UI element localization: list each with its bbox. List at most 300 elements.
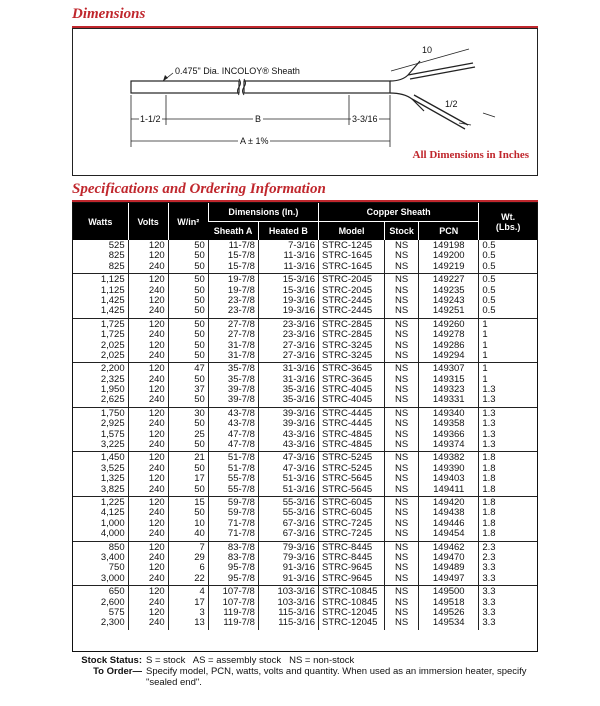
- cell-value: 120: [148, 586, 165, 598]
- cell-value: 149374: [432, 439, 465, 451]
- cell-value: 0.5: [482, 294, 496, 306]
- col-heated-b: Heated B: [258, 222, 318, 241]
- cell-value: 23-7/8: [227, 305, 255, 317]
- cell-value: 149403: [432, 473, 465, 485]
- cell-value: 39-7/8: [227, 384, 255, 396]
- cell-value: STRC-5245: [322, 462, 373, 474]
- cell-value: 240: [148, 507, 165, 519]
- dim-1-2: 1/2: [445, 99, 458, 109]
- cell-value: NS: [395, 284, 409, 296]
- cell-value: 10: [194, 517, 205, 529]
- cell-value: 67-3/16: [282, 528, 315, 540]
- cell-w: [168, 318, 208, 363]
- col-weight: [479, 203, 537, 240]
- cell-b: [258, 240, 318, 274]
- cell-value: 149500: [432, 586, 465, 598]
- cell-value: NS: [395, 318, 409, 330]
- cell-pcn: [419, 407, 479, 452]
- cell-value: NS: [395, 260, 409, 272]
- cell-value: 43-3/16: [282, 428, 315, 440]
- cell-value: 149454: [432, 528, 465, 540]
- cell-value: 120: [148, 250, 165, 262]
- specs-table-frame: [72, 202, 538, 698]
- cell-value: 2,300: [100, 617, 125, 629]
- cell-value: 149198: [432, 240, 465, 251]
- cell-value: 149286: [432, 339, 465, 351]
- cell-value: STRC-5645: [322, 483, 373, 495]
- cell-value: 1,575: [100, 428, 125, 440]
- cell-value: STRC-4045: [322, 384, 373, 396]
- cell-b: [258, 274, 318, 319]
- table-row-group: [73, 274, 537, 319]
- cell-watts: [73, 407, 128, 452]
- cell-value: NS: [395, 373, 409, 385]
- cell-value: STRC-6045: [322, 496, 373, 508]
- cell-value: NS: [395, 551, 409, 563]
- cell-w: [168, 452, 208, 497]
- table-row-group: [73, 452, 537, 497]
- cell-value: 31-3/16: [282, 363, 315, 375]
- cell-value: 103-3/16: [277, 586, 315, 598]
- cell-value: STRC-12045: [322, 606, 378, 618]
- cell-value: 149315: [432, 373, 465, 385]
- cell-value: 3.3: [482, 596, 496, 608]
- cell-value: 50: [194, 250, 205, 262]
- cell-value: 149534: [432, 617, 465, 629]
- cell-volts: [128, 407, 168, 452]
- cell-value: 1.8: [482, 483, 496, 495]
- cell-model: [319, 541, 385, 586]
- cell-value: STRC-2445: [322, 294, 373, 306]
- cell-model: [319, 274, 385, 319]
- cell-value: 23-3/16: [282, 318, 315, 330]
- cell-value: 149526: [432, 606, 465, 618]
- cell-value: 59-7/8: [227, 496, 255, 508]
- cell-value: 1,425: [100, 305, 125, 317]
- cell-volts: [128, 318, 168, 363]
- cell-value: 95-7/8: [227, 572, 255, 584]
- cell-value: 15-3/16: [282, 284, 315, 296]
- cell-value: 50: [194, 260, 205, 272]
- cell-value: 149470: [432, 551, 465, 563]
- cell-value: 55-7/8: [227, 483, 255, 495]
- cell-value: 35-3/16: [282, 394, 315, 406]
- cell-value: 149446: [432, 517, 465, 529]
- cell-value: 39-3/16: [282, 407, 315, 419]
- cell-value: NS: [395, 617, 409, 629]
- cell-value: NS: [395, 483, 409, 495]
- cell-value: 149462: [432, 541, 465, 553]
- cell-a: [208, 318, 258, 363]
- cell-value: 1.8: [482, 496, 496, 508]
- cell-value: NS: [395, 473, 409, 485]
- cell-value: 50: [194, 339, 205, 351]
- col-w-in2: W/in²: [168, 203, 208, 240]
- cell-value: NS: [395, 586, 409, 598]
- cell-value: 120: [148, 407, 165, 419]
- cell-value: 19-7/8: [227, 274, 255, 286]
- cell-value: 1,725: [100, 329, 125, 341]
- cell-value: 1.8: [482, 517, 496, 529]
- cell-value: 1,750: [100, 407, 125, 419]
- cell-value: 120: [148, 428, 165, 440]
- cell-value: 120: [148, 339, 165, 351]
- cell-value: 17: [194, 596, 205, 608]
- cell-value: 95-7/8: [227, 562, 255, 574]
- cell-value: 55-3/16: [282, 496, 315, 508]
- cell-value: 1: [482, 349, 488, 361]
- cell-wt: [479, 363, 537, 408]
- cell-value: 47-7/8: [227, 439, 255, 451]
- dim-1-1-2: 1-1/2: [140, 114, 161, 124]
- cell-value: NS: [395, 528, 409, 540]
- cell-value: 50: [194, 329, 205, 341]
- cell-value: 1,125: [100, 284, 125, 296]
- cell-volts: [128, 274, 168, 319]
- dim-b: B: [255, 114, 262, 124]
- specs-table-body: [73, 240, 537, 630]
- table-row-group: [73, 541, 537, 586]
- cell-value: NS: [395, 562, 409, 574]
- cell-wt: [479, 541, 537, 586]
- cell-value: 850: [108, 541, 125, 553]
- cell-model: [319, 452, 385, 497]
- cell-stock: [385, 274, 419, 319]
- cell-value: 31-3/16: [282, 373, 315, 385]
- cell-value: 149331: [432, 394, 465, 406]
- cell-value: 19-3/16: [282, 305, 315, 317]
- cell-pcn: [419, 274, 479, 319]
- cell-value: NS: [395, 572, 409, 584]
- cell-value: 1.3: [482, 418, 496, 430]
- col-sheath-a: Sheath A: [208, 222, 258, 241]
- cell-model: [319, 240, 385, 274]
- cell-value: 240: [148, 551, 165, 563]
- cell-value: 149200: [432, 250, 465, 262]
- cell-value: 15-7/8: [227, 250, 255, 262]
- cell-value: NS: [395, 596, 409, 608]
- cell-value: 91-3/16: [282, 562, 315, 574]
- cell-value: 23-3/16: [282, 329, 315, 341]
- cell-w: [168, 407, 208, 452]
- cell-watts: [73, 586, 128, 630]
- cell-value: 3.3: [482, 586, 496, 598]
- cell-wt: [479, 496, 537, 541]
- cell-value: 1,225: [100, 496, 125, 508]
- cell-volts: [128, 240, 168, 274]
- cell-value: STRC-1245: [322, 240, 373, 251]
- cell-value: NS: [395, 452, 409, 464]
- cell-value: 22: [194, 572, 205, 584]
- cell-value: NS: [395, 305, 409, 317]
- cell-value: 7: [199, 541, 205, 553]
- cell-value: 1,450: [100, 452, 125, 464]
- cell-value: 50: [194, 483, 205, 495]
- cell-value: STRC-3245: [322, 349, 373, 361]
- dim-a: A ± 1%: [240, 136, 269, 146]
- cell-value: 43-3/16: [282, 439, 315, 451]
- cell-model: [319, 407, 385, 452]
- cell-value: NS: [395, 240, 409, 251]
- cell-value: 650: [108, 586, 125, 598]
- cell-w: [168, 586, 208, 630]
- cell-value: STRC-2445: [322, 305, 373, 317]
- cell-value: 3.3: [482, 572, 496, 584]
- cell-value: 91-3/16: [282, 572, 315, 584]
- cell-value: NS: [395, 329, 409, 341]
- col-pcn: PCN: [419, 222, 479, 241]
- sheath-label: 0.475" Dia. INCOLOY® Sheath: [175, 66, 300, 76]
- cell-value: 51-7/8: [227, 462, 255, 474]
- cell-value: 55-3/16: [282, 507, 315, 519]
- cell-a: [208, 496, 258, 541]
- cell-value: 750: [108, 562, 125, 574]
- cell-value: 50: [194, 439, 205, 451]
- cell-value: 11-3/16: [283, 260, 315, 272]
- cell-w: [168, 541, 208, 586]
- cell-value: 120: [148, 294, 165, 306]
- cell-value: 149278: [432, 329, 465, 341]
- cell-value: STRC-12045: [322, 617, 378, 629]
- col-lbs: (Lbs.): [495, 221, 521, 232]
- cell-value: 50: [194, 240, 205, 251]
- cell-value: 27-7/8: [227, 329, 255, 341]
- cell-value: 3.3: [482, 617, 496, 629]
- cell-value: 2,200: [100, 363, 125, 375]
- cell-model: [319, 363, 385, 408]
- cell-value: 35-7/8: [227, 363, 255, 375]
- cell-value: STRC-2045: [322, 274, 373, 286]
- cell-value: 1,725: [100, 318, 125, 330]
- cell-value: 119-7/8: [223, 617, 255, 629]
- cell-value: STRC-4445: [322, 418, 373, 430]
- cell-value: 149420: [432, 496, 465, 508]
- cell-pcn: [419, 496, 479, 541]
- cell-watts: [73, 274, 128, 319]
- cell-value: 47-7/8: [227, 428, 255, 440]
- cell-value: 3.3: [482, 562, 496, 574]
- cell-value: NS: [395, 250, 409, 262]
- cell-value: 2,025: [100, 339, 125, 351]
- cell-value: 79-3/16: [282, 551, 315, 563]
- cell-w: [168, 363, 208, 408]
- cell-value: 240: [148, 418, 165, 430]
- cell-value: 240: [148, 528, 165, 540]
- cell-value: STRC-2045: [322, 284, 373, 296]
- cell-value: 6: [199, 562, 205, 574]
- cell-value: 1.8: [482, 462, 496, 474]
- cell-value: 39-3/16: [282, 418, 315, 430]
- cell-value: STRC-9645: [322, 572, 373, 584]
- cell-value: 3,225: [100, 439, 125, 451]
- cell-value: 103-3/16: [277, 596, 315, 608]
- cell-value: 25: [194, 428, 205, 440]
- cell-value: NS: [395, 517, 409, 529]
- cell-value: 2,025: [100, 349, 125, 361]
- cell-value: 1,000: [100, 517, 125, 529]
- cell-value: 23-7/8: [227, 294, 255, 306]
- cell-value: 120: [148, 562, 165, 574]
- cell-value: 149489: [432, 562, 465, 574]
- cell-value: 1.3: [482, 407, 496, 419]
- cell-model: [319, 586, 385, 630]
- cell-value: 2.3: [482, 551, 496, 563]
- cell-value: NS: [395, 349, 409, 361]
- cell-stock: [385, 541, 419, 586]
- cell-a: [208, 541, 258, 586]
- col-watts: Watts: [73, 203, 128, 240]
- dim-10: 10: [422, 45, 433, 55]
- to-order-label: To Order—: [93, 666, 142, 677]
- cell-value: STRC-1645: [322, 250, 373, 262]
- cell-wt: [479, 240, 537, 274]
- cell-value: 3: [199, 606, 205, 618]
- cell-value: 17: [194, 473, 205, 485]
- cell-a: [208, 274, 258, 319]
- cell-pcn: [419, 363, 479, 408]
- cell-value: 240: [148, 260, 165, 272]
- cell-value: 15: [194, 496, 205, 508]
- dimensions-title: Dimensions: [72, 6, 146, 22]
- cell-value: STRC-2845: [322, 318, 373, 330]
- cell-value: 1,125: [100, 274, 125, 286]
- cell-value: 50: [194, 349, 205, 361]
- cell-value: 2,625: [100, 394, 125, 406]
- cell-pcn: [419, 240, 479, 274]
- cell-value: 119-7/8: [223, 606, 255, 618]
- col-stock: Stock: [385, 222, 419, 241]
- cell-b: [258, 586, 318, 630]
- cell-pcn: [419, 541, 479, 586]
- cell-value: 43-7/8: [227, 407, 255, 419]
- cell-value: 149251: [432, 305, 465, 317]
- cell-watts: [73, 452, 128, 497]
- cell-value: NS: [395, 294, 409, 306]
- cell-value: 11-3/16: [283, 250, 315, 262]
- cell-value: 67-3/16: [282, 517, 315, 529]
- cell-value: 0.5: [482, 284, 496, 296]
- cell-value: 47: [194, 363, 205, 375]
- col-model: Model: [319, 222, 385, 241]
- cell-volts: [128, 452, 168, 497]
- table-row-group: [73, 586, 537, 630]
- cell-value: 525: [108, 240, 125, 251]
- table-row-group: [73, 496, 537, 541]
- cell-b: [258, 541, 318, 586]
- cell-value: 1,325: [100, 473, 125, 485]
- cell-value: 1.3: [482, 384, 496, 396]
- cell-value: 3.3: [482, 606, 496, 618]
- cell-value: 120: [148, 473, 165, 485]
- cell-stock: [385, 452, 419, 497]
- table-row-group: [73, 363, 537, 408]
- dimensions-diagram: [72, 28, 538, 176]
- cell-stock: [385, 240, 419, 274]
- cell-value: STRC-1645: [322, 260, 373, 272]
- cell-value: 2,325: [100, 373, 125, 385]
- cell-value: STRC-7245: [322, 528, 373, 540]
- cell-value: 149219: [432, 260, 465, 272]
- cell-wt: [479, 274, 537, 319]
- cell-value: 120: [148, 606, 165, 618]
- cell-value: 149227: [432, 274, 465, 286]
- cell-value: STRC-3245: [322, 339, 373, 351]
- col-dimensions: Dimensions (In.): [208, 203, 318, 222]
- cell-volts: [128, 363, 168, 408]
- cell-value: STRC-7245: [322, 517, 373, 529]
- cell-value: 1.3: [482, 428, 496, 440]
- cell-value: 149260: [432, 318, 465, 330]
- cell-b: [258, 452, 318, 497]
- cell-value: 240: [148, 394, 165, 406]
- cell-value: 50: [194, 418, 205, 430]
- cell-value: 31-7/8: [227, 339, 255, 351]
- cell-b: [258, 496, 318, 541]
- cell-value: 40: [194, 528, 205, 540]
- cell-value: 1: [482, 339, 488, 351]
- col-wt: Wt.: [501, 211, 516, 222]
- cell-model: [319, 496, 385, 541]
- cell-value: 149390: [432, 462, 465, 474]
- cell-value: 825: [108, 260, 125, 272]
- cell-value: 149366: [432, 428, 465, 440]
- cell-value: 120: [148, 496, 165, 508]
- specs-title: Specifications and Ordering Information: [72, 181, 326, 197]
- table-row-group: [73, 318, 537, 363]
- cell-value: 27-3/16: [282, 349, 315, 361]
- cell-value: 50: [194, 394, 205, 406]
- cell-watts: [73, 363, 128, 408]
- all-dimensions-note: All Dimensions in Inches: [412, 149, 529, 161]
- cell-value: 240: [148, 439, 165, 451]
- cell-value: 55-7/8: [227, 473, 255, 485]
- cell-value: NS: [395, 339, 409, 351]
- cell-value: 0.5: [482, 274, 496, 286]
- cell-a: [208, 240, 258, 274]
- cell-value: 149518: [432, 596, 465, 608]
- cell-value: STRC-4445: [322, 407, 373, 419]
- cell-wt: [479, 407, 537, 452]
- cell-value: 240: [148, 617, 165, 629]
- cell-value: 1.3: [482, 439, 496, 451]
- cell-value: 50: [194, 274, 205, 286]
- cell-value: NS: [395, 274, 409, 286]
- cell-value: 1: [482, 373, 488, 385]
- cell-value: 120: [148, 541, 165, 553]
- to-order-text: Specify model, PCN, watts, volts and quantity. When used as an immersion heater, specify "sealed end".: [146, 666, 527, 688]
- cell-value: 1.8: [482, 473, 496, 485]
- cell-watts: [73, 496, 128, 541]
- cell-value: 149307: [432, 363, 465, 375]
- cell-volts: [128, 541, 168, 586]
- cell-stock: [385, 586, 419, 630]
- table-row-group: [73, 407, 537, 452]
- cell-value: 0.5: [482, 305, 496, 317]
- cell-value: 149358: [432, 418, 465, 430]
- cell-value: 4: [199, 586, 205, 598]
- cell-value: STRC-6045: [322, 507, 373, 519]
- cell-value: 11-7/8: [228, 240, 255, 251]
- cell-wt: [479, 586, 537, 630]
- cell-value: 7-3/16: [288, 240, 315, 251]
- cell-value: 50: [194, 462, 205, 474]
- cell-value: 51-3/16: [282, 473, 315, 485]
- cell-value: 120: [148, 384, 165, 396]
- cell-value: 50: [194, 305, 205, 317]
- cell-value: STRC-4845: [322, 439, 373, 451]
- cell-value: 240: [148, 373, 165, 385]
- cell-volts: [128, 496, 168, 541]
